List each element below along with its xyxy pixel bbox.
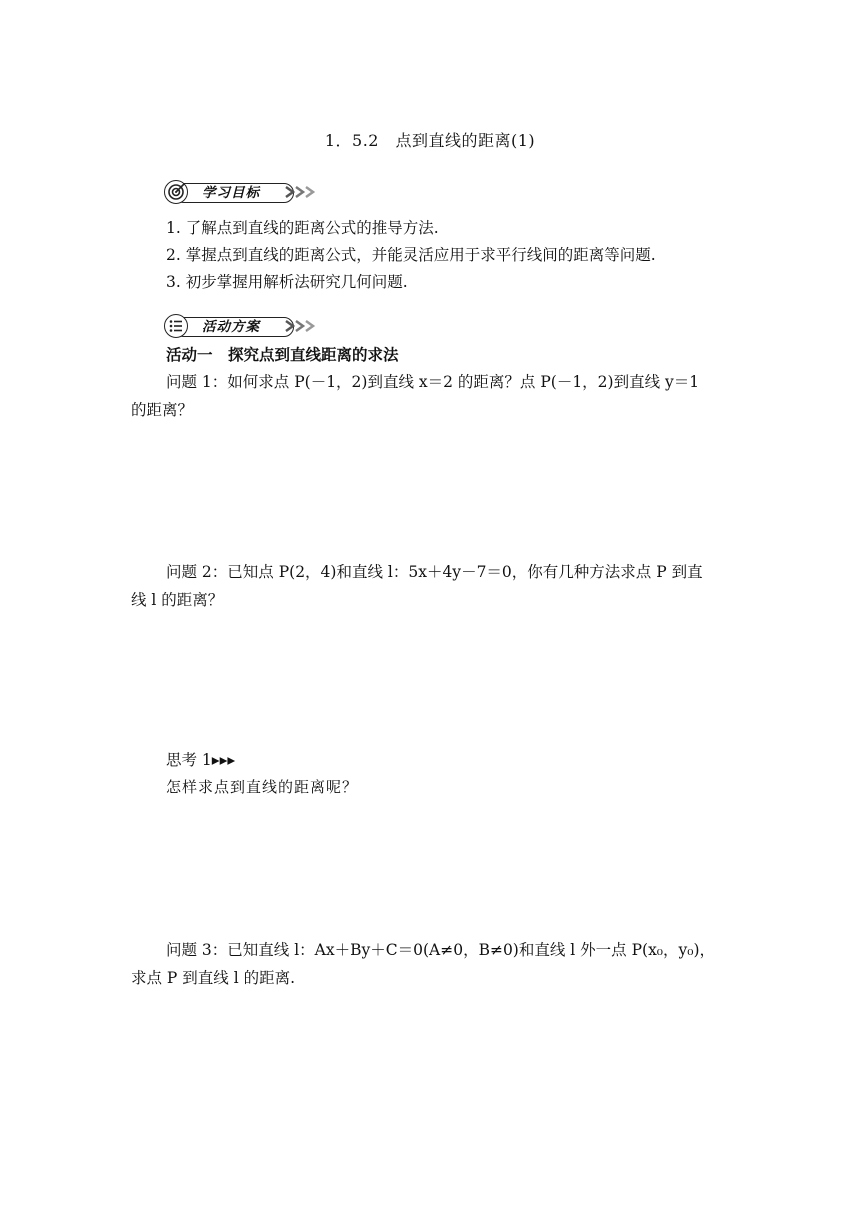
page-title: 1．5.2 点到直线的距离(1) bbox=[324, 131, 536, 150]
objectives-badge bbox=[164, 180, 324, 206]
question1-line2: 的距离？ bbox=[131, 401, 194, 419]
target-icon bbox=[164, 180, 188, 204]
question3-line1: 问题 3：已知直线 l：Ax＋By＋C＝0(A≠0，B≠0)和直线 l 外一点 P(x₀，y₀)， bbox=[166, 941, 716, 959]
think1-label: 思考 1▸▸▸ bbox=[166, 751, 236, 769]
question3-line2: 求点 P 到直线 l 的距离. bbox=[131, 969, 296, 987]
question2-line1: 问题 2：已知点 P(2，4)和直线 l：5x＋4y－7＝0，你有几种方法求点 P 到直 bbox=[166, 563, 703, 581]
question1-line1: 问题 1：如何求点 P(－1，2)到直线 x＝2 的距离？点 P(－1，2)到直线 y＝1 bbox=[166, 373, 700, 391]
objective-item-3: 3. 初步掌握用解析法研究几何问题. bbox=[166, 273, 408, 291]
objective-item-2: 2. 掌握点到直线的距离公式，并能灵活应用于求平行线间的距离等问题. bbox=[166, 246, 656, 264]
activities-badge-label: 活动方案 bbox=[202, 319, 260, 335]
question2-line2: 线 l 的距离？ bbox=[131, 591, 224, 609]
activities-badge bbox=[164, 314, 324, 340]
chevrons-icon bbox=[284, 319, 318, 333]
list-icon bbox=[164, 314, 188, 338]
objective-item-1: 1. 了解点到直线的距离公式的推导方法. bbox=[166, 219, 439, 237]
activity1-title: 活动一 探究点到直线距离的求法 bbox=[166, 345, 399, 364]
chevrons-icon bbox=[284, 185, 318, 199]
think1-text: 怎样求点到直线的距离呢？ bbox=[166, 778, 359, 796]
objectives-badge-label: 学习目标 bbox=[202, 185, 260, 201]
